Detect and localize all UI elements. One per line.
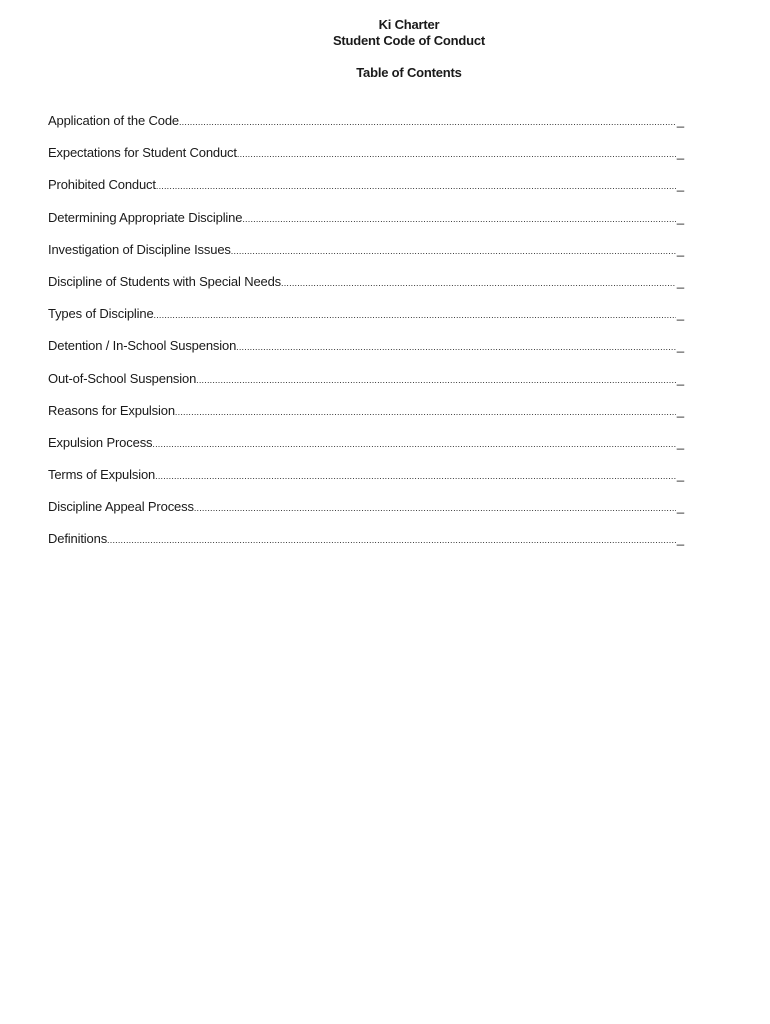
toc-entry[interactable]	[48, 371, 684, 403]
toc-entry[interactable]	[48, 531, 684, 563]
dot-leader	[242, 214, 676, 224]
toc-entry-page: _	[676, 209, 684, 225]
toc-entry-page: _	[676, 306, 684, 322]
toc-entry-label: Definitions	[48, 531, 108, 547]
toc-entry-label: Reasons for Expulsion	[48, 402, 175, 418]
organization-name: Ki Charter	[378, 17, 440, 32]
dot-leader	[196, 375, 676, 385]
toc-entry-label: Discipline of Students with Special Needs	[48, 273, 282, 289]
toc-entry-label: Investigation of Discipline Issues	[48, 241, 231, 257]
toc-entry[interactable]	[48, 306, 684, 338]
toc-entry-label: Expectations for Student Conduct	[48, 145, 237, 161]
document-title: Student Code of Conduct	[332, 33, 486, 48]
toc-entry[interactable]	[48, 499, 684, 531]
toc-entry[interactable]	[48, 145, 684, 177]
toc-entry-page: _	[676, 531, 684, 547]
dot-leader	[237, 149, 676, 159]
toc-entry-label: Terms of Expulsion	[48, 467, 156, 483]
dot-leader	[155, 471, 676, 481]
dot-leader	[154, 310, 676, 320]
dot-leader	[152, 439, 676, 449]
toc-entry-label: Discipline Appeal Process	[48, 499, 194, 515]
toc-entry[interactable]	[48, 242, 684, 274]
toc-entry[interactable]	[48, 403, 684, 435]
toc-entry-page: _	[676, 145, 684, 161]
toc-entry-page: _	[676, 402, 684, 418]
toc-entry[interactable]	[48, 210, 684, 242]
toc-entry-page: _	[676, 177, 684, 193]
toc-entry[interactable]	[48, 435, 684, 467]
toc-entry-page: _	[676, 370, 684, 386]
toc-entry[interactable]	[48, 467, 684, 499]
toc-entry-label: Types of Discipline	[48, 306, 154, 322]
dot-leader	[194, 503, 676, 513]
toc-entry[interactable]	[48, 177, 684, 209]
toc-entry-label: Out-of-School Suspension	[48, 370, 197, 386]
toc-entry-label: Expulsion Process	[48, 434, 153, 450]
toc-entry-page: _	[676, 467, 684, 483]
toc-entry-page: _	[676, 434, 684, 450]
dot-leader	[175, 407, 676, 417]
dot-leader	[107, 535, 676, 545]
dot-leader	[231, 246, 676, 256]
toc-entry-page: _	[676, 113, 684, 128]
dot-leader	[281, 278, 676, 288]
toc-entry[interactable]	[48, 113, 684, 145]
toc-heading: Table of Contents	[356, 65, 462, 80]
toc-entry-page: _	[676, 338, 684, 354]
toc-entry-page: _	[676, 273, 684, 289]
toc-entry-label: Determining Appropriate Discipline	[48, 209, 243, 225]
toc-entry[interactable]	[48, 274, 684, 306]
toc-entry-page: _	[676, 499, 684, 515]
dot-leader	[156, 181, 676, 191]
toc-entry[interactable]	[48, 338, 684, 370]
toc-entry-label: Detention / In-School Suspension	[48, 338, 237, 354]
dot-leader	[179, 117, 676, 127]
dot-leader	[236, 342, 676, 352]
toc-entry-label: Prohibited Conduct	[48, 177, 156, 193]
toc-entry-label: Application of the Code	[48, 113, 179, 128]
table-of-contents	[48, 113, 684, 564]
toc-entry-page: _	[676, 241, 684, 257]
